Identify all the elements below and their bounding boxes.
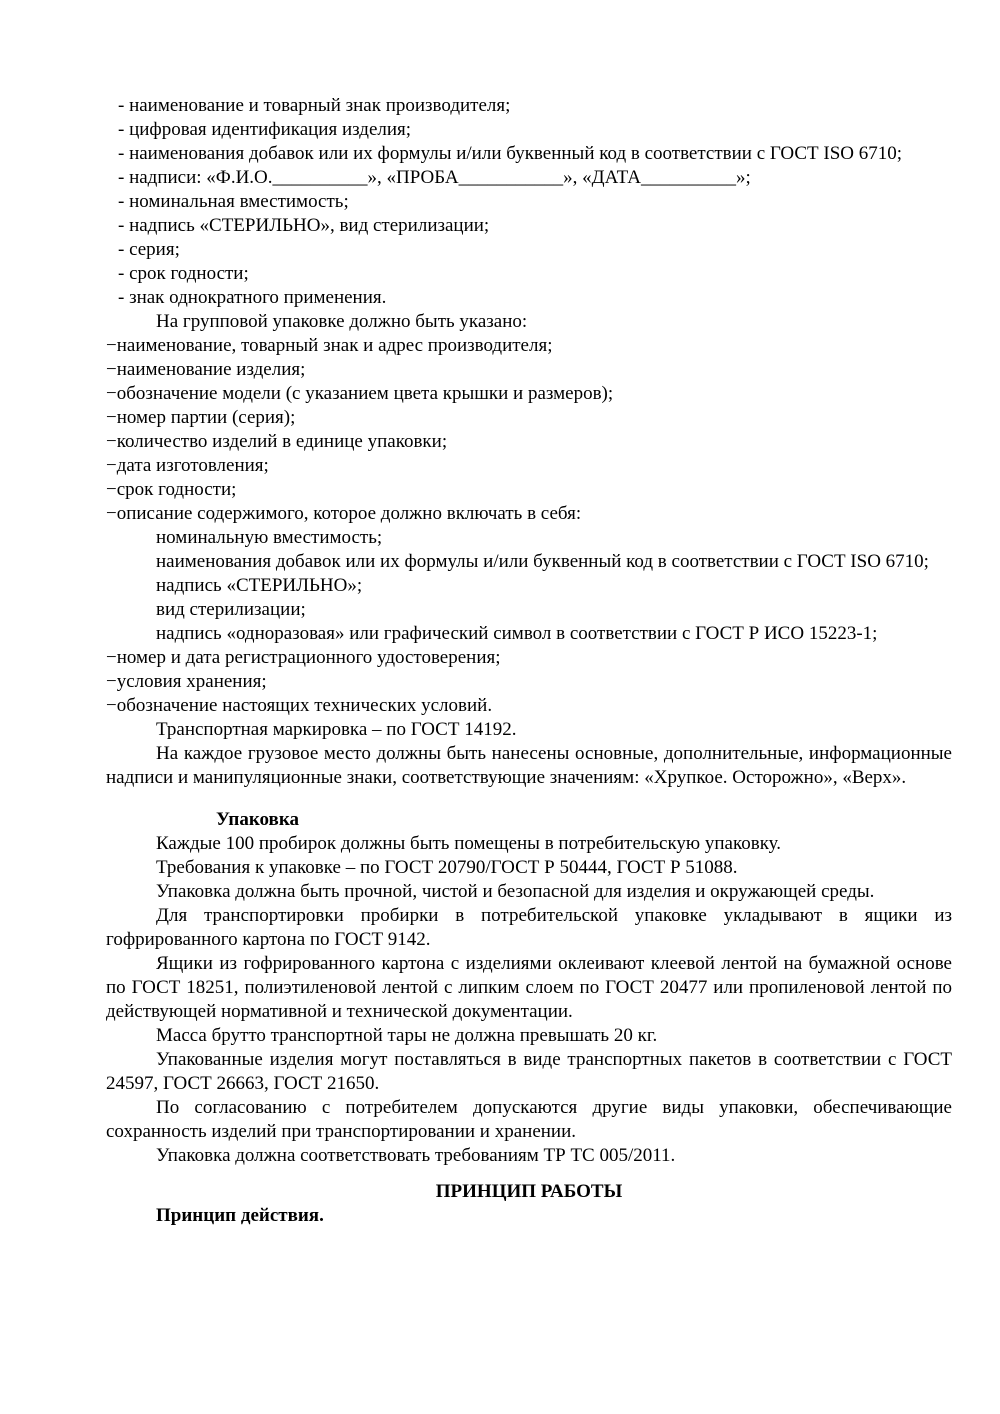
para-100-tubes: Каждые 100 пробирок должны быть помещены в потребительскую упаковку.: [156, 833, 782, 854]
para-packaging-safety: Упаковка должна быть прочной, чистой и безопасной для изделия и окружающей среды.: [156, 881, 875, 902]
para-transport-marking: Транспортная маркировка – по ГОСТ 14192.: [156, 719, 517, 740]
para-tr-ts-005-2011: Упаковка должна соответствовать требованиям ТР ТС 005/2011.: [156, 1145, 676, 1166]
heading-operating-principle: ПРИНЦИП РАБОТЫ: [435, 1181, 623, 1202]
clause-units-per-pack: −количество изделий в единице упаковки;: [106, 431, 448, 452]
clause-sterile-label: - надпись «СТЕРИЛЬНО», вид стерилизации;: [118, 215, 490, 236]
clause-manufacture-date: −дата изготовления;: [106, 455, 269, 476]
clause-technical-conditions: −обозначение настоящих технических условий.: [106, 695, 493, 716]
clause-shelf-life: - срок годности;: [118, 263, 249, 284]
para-transport-boxes: Для транспортировки пробирки в потребительской упаковке укладывают в ящики из гофрированного картона по ГОСТ 9142.: [106, 905, 952, 950]
para-cargo-marking: На каждое грузовое место должны быть нанесены основные, дополнительные, информационные надписи и манипуляционные знаки, соответствующие значениям: «Хрупкое. Осторожно», «Верх».: [106, 743, 952, 788]
clause-digital-id: - цифровая идентификация изделия;: [118, 119, 412, 140]
heading-packaging: Упаковка: [216, 809, 299, 830]
clause-nominal-capacity: - номинальная вместимость;: [118, 191, 349, 212]
clause-registration-certificate: −номер и дата регистрационного удостоверения;: [106, 647, 501, 668]
subclause-additives-gost-iso-6710: наименования добавок или их формулы и/или буквенный код в соответствии с ГОСТ ISO 6710;: [156, 551, 929, 572]
subclause-nominal-capacity: номинальную вместимость;: [156, 527, 383, 548]
clause-storage-conditions: −условия хранения;: [106, 671, 267, 692]
clause-additives-gost-iso-6710: - наименования добавок или их формулы и/или буквенный код в соответствии с ГОСТ ISO 6710;: [118, 143, 903, 164]
clause-product-name: −наименование изделия;: [106, 359, 306, 380]
document-body: [106, 94, 952, 1228]
clause-name-trademark-address: −наименование, товарный знак и адрес производителя;: [106, 335, 553, 356]
para-transport-packages: Упакованные изделия могут поставляться в виде транспортных пакетов в соответствии с ГОСТ 24597, ГОСТ 26663, ГОСТ 21650.: [106, 1049, 952, 1094]
subclause-sterile-label: надпись «СТЕРИЛЬНО»;: [156, 575, 363, 596]
clause-manufacturer-name: - наименование и товарный знак производителя;: [118, 95, 511, 116]
para-packaging-requirements: Требования к упаковке – по ГОСТ 20790/ГОСТ Р 50444, ГОСТ Р 51088.: [156, 857, 738, 878]
para-boxes-taping: Ящики из гофрированного картона с изделиями оклеивают клеевой лентой на бумажной основе по ГОСТ 18251, полиэтиленовой лентой с липким слоем по ГОСТ 20477 или пропиленовой лентой по действующей нормативной и технической документации.: [106, 953, 952, 1022]
clause-series: - серия;: [118, 239, 180, 260]
clause-shelf-life-2: −срок годности;: [106, 479, 237, 500]
clause-single-use-sign: - знак однократного применения.: [118, 287, 387, 308]
para-gross-weight: Масса брутто транспортной тары не должна превышать 20 кг.: [156, 1025, 658, 1046]
clause-labels-fio-proba-data: - надписи: «Ф.И.О.__________», «ПРОБА___________», «ДАТА__________»;: [118, 167, 751, 188]
para-group-packaging-intro: На групповой упаковке должно быть указано:: [156, 311, 528, 332]
subclause-sterilization-type: вид стерилизации;: [156, 599, 306, 620]
para-other-packaging: По согласованию с потребителем допускаются другие виды упаковки, обеспечивающие сохранность изделий при транспортировании и хранении.: [106, 1097, 952, 1142]
subclause-disposable-label: надпись «одноразовая» или графический символ в соответствии с ГОСТ Р ИСО 15223-1;: [156, 623, 878, 644]
clause-model-designation: −обозначение модели (с указанием цвета крышки и размеров);: [106, 383, 614, 404]
clause-batch-number: −номер партии (серия);: [106, 407, 296, 428]
clause-contents-description: −описание содержимого, которое должно включать в себя:: [106, 503, 582, 524]
para-principle-of-action: Принцип действия.: [156, 1205, 324, 1226]
